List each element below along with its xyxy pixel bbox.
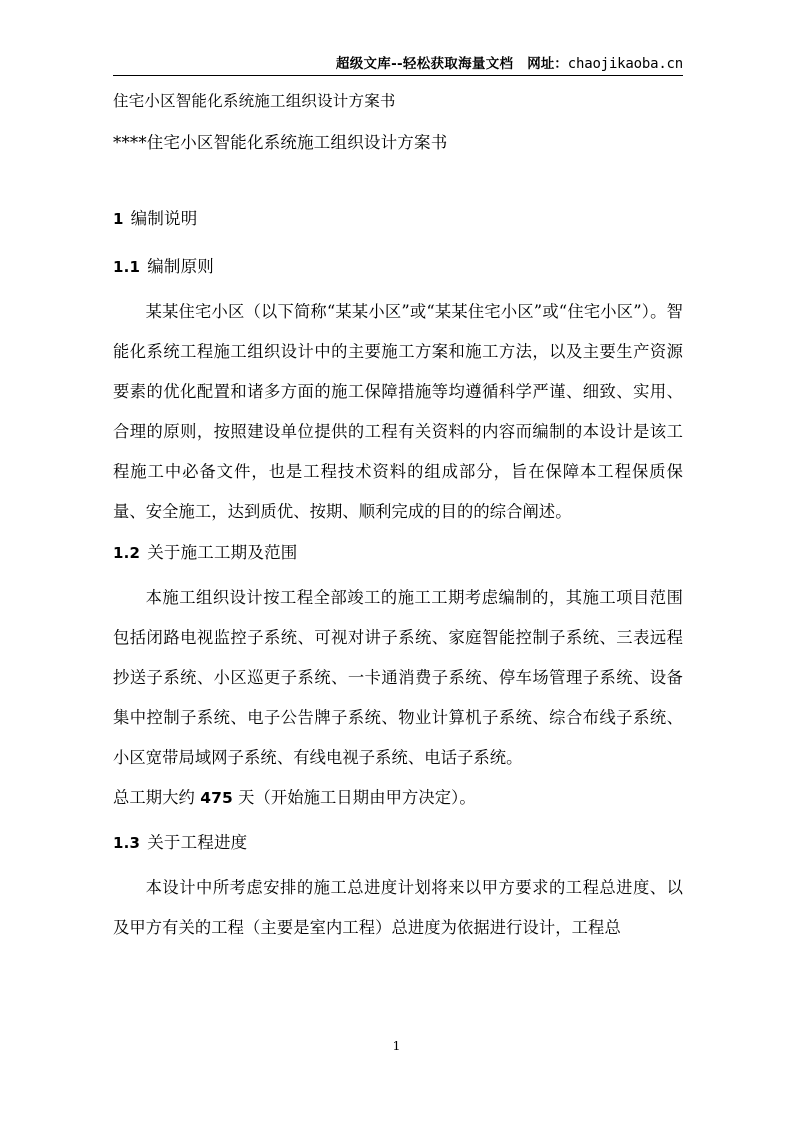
document-body	[113, 88, 683, 948]
paragraph-1-1: 某某住宅小区（以下简称“某某小区”或“某某住宅小区”或“住宅小区”）。智能化系统工程施工组织设计中的主要施工方案和施工方法，以及主要生产资源要素的优化配置和诸多方面的施工保障措施等均遵循科学严谨、细致、实用、合理的原则，按照建设单位提供的工程有关资料的内容而编制的本设计是该工程施工中必备文件，也是工程技术资料的组成部分，旨在保障本工程保质保量、安全施工，达到质优、按期、顺利完成的目的的综合阐述。	[113, 302, 683, 521]
document-title-secondary: ****住宅小区智能化系统施工组织设计方案书	[113, 133, 448, 152]
section-title-1-3: 关于工程进度	[147, 833, 248, 852]
header-url-value: chaojikaoba.cn	[567, 56, 683, 72]
duration-suffix-text: 天（开始施工日期由甲方决定）。	[238, 788, 476, 807]
section-title-1-1: 编制原则	[147, 257, 214, 276]
page-header	[113, 52, 683, 76]
section-number-1: 1	[113, 210, 124, 228]
document-title-primary: 住宅小区智能化系统施工组织设计方案书	[113, 92, 396, 110]
header-brand-text: 超级文库--轻松获取海量文档	[335, 56, 514, 72]
section-title-1-2: 关于施工工期及范围	[147, 543, 298, 562]
duration-days-value: 475	[200, 789, 233, 807]
page-footer	[0, 1038, 793, 1053]
section-title-1: 编制说明	[130, 209, 198, 228]
section-heading-1	[113, 204, 683, 234]
paragraph-1-2-scope: 本施工组织设计按工程全部竣工的施工工期考虑编制的，其施工项目范围包括闭路电视监控子系统、可视对讲子系统、家庭智能控制子系统、三表远程抄送子系统、小区巡更子系统、一卡通消费子系统、停车场管理子系统、设备集中控制子系统、电子公告牌子系统、物业计算机子系统、综合布线子系统、小区宽带局域网子系统、有线电视子系统、电话子系统。	[113, 588, 683, 767]
header-url-label: 网址：	[527, 56, 568, 72]
duration-prefix-text: 总工期大约	[113, 788, 195, 807]
paragraph-1-3: 本设计中所考虑安排的施工总进度计划将来以甲方要求的工程总进度、以及甲方有关的工程（主要是室内工程）总进度为依据进行设计，工程总	[113, 878, 683, 937]
section-heading-1-2	[113, 538, 683, 568]
paragraph-1-2-duration	[113, 778, 683, 818]
paragraph-spacer-2	[113, 818, 683, 828]
page-header-content	[336, 52, 683, 75]
section-number-1-1: 1.1	[113, 258, 141, 276]
page-number: 1	[392, 1038, 401, 1053]
section-number-1-2: 1.2	[113, 544, 141, 562]
title-section-spacer	[113, 156, 683, 204]
section-number-1-3: 1.3	[113, 834, 141, 852]
section-heading-1-3	[113, 828, 683, 858]
section-heading-1-1	[113, 252, 683, 282]
